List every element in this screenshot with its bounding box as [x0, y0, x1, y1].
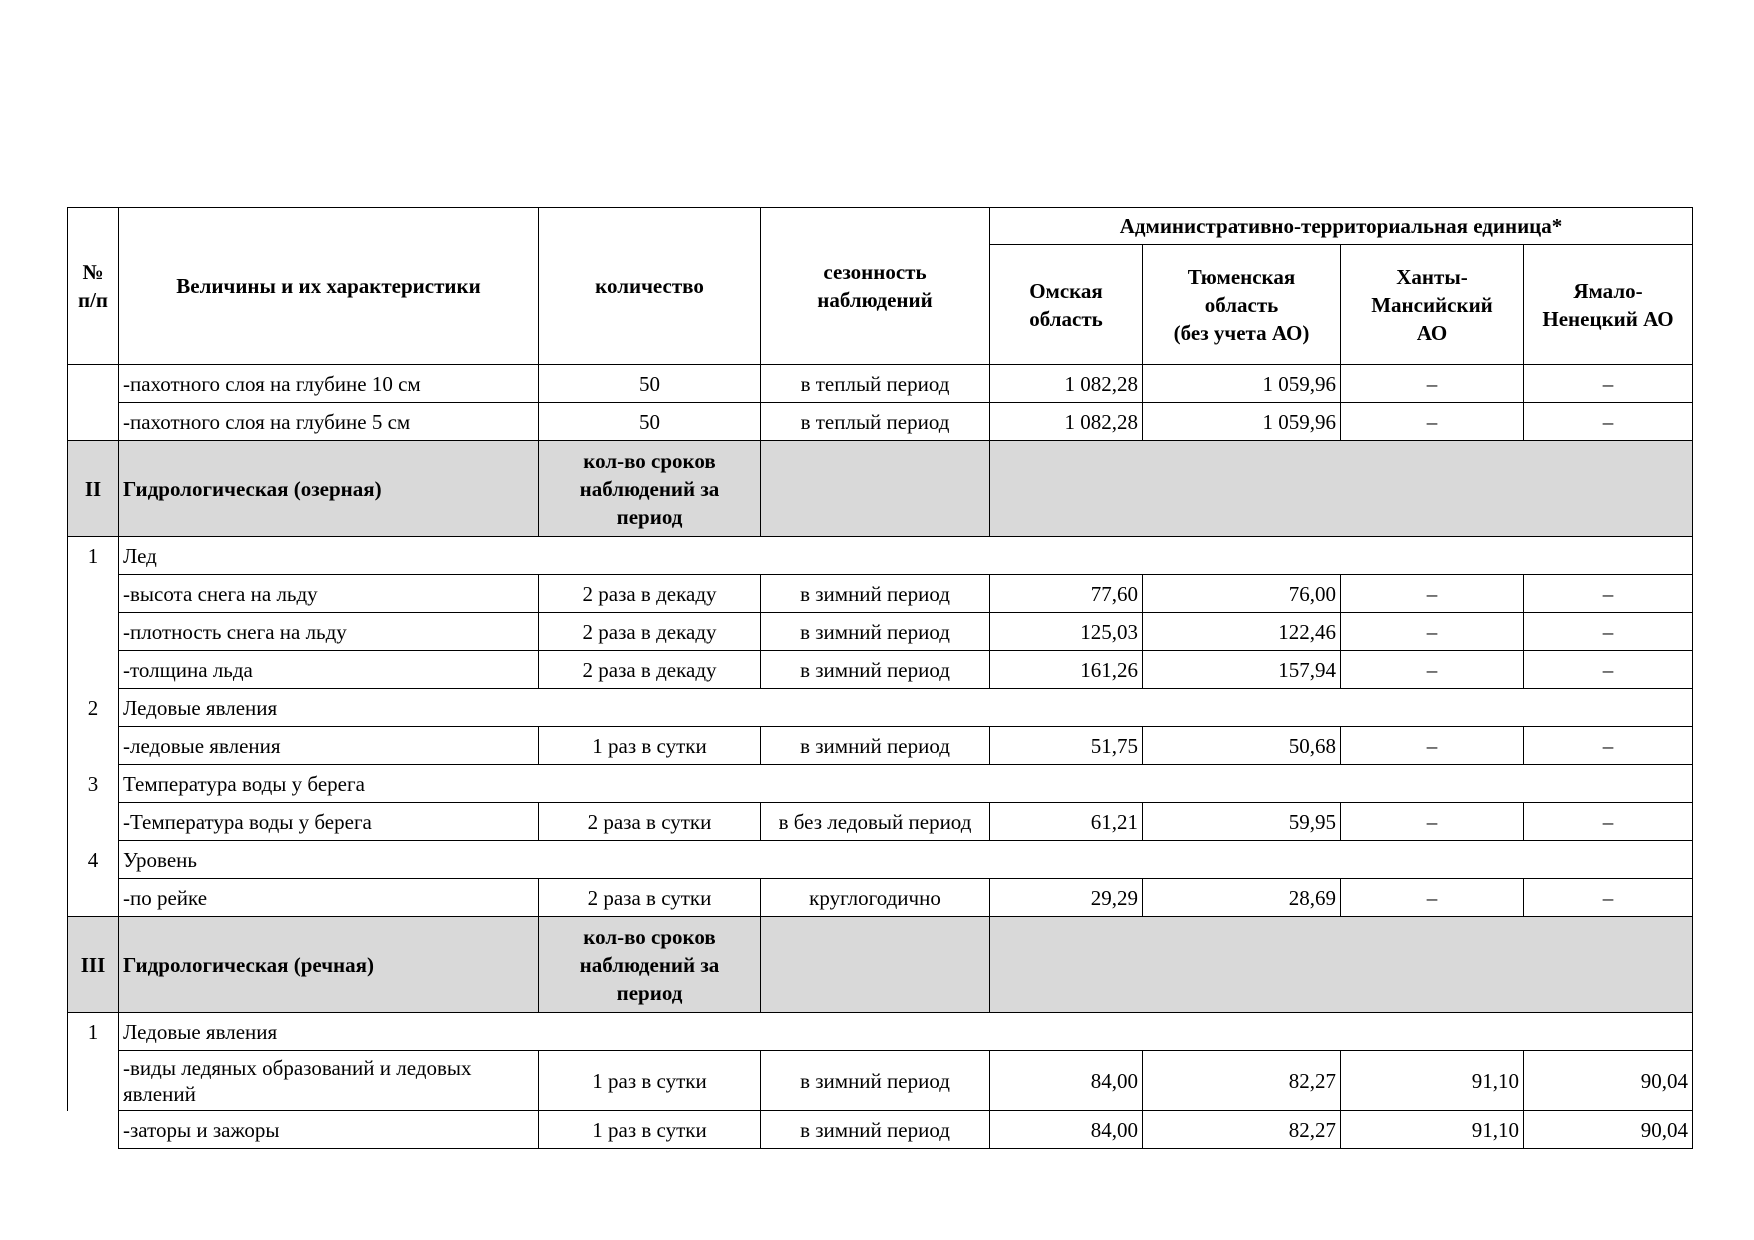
- group-title: Уровень: [119, 841, 1693, 879]
- row-season: в теплый период: [761, 365, 990, 403]
- section-empty-cell: [761, 441, 990, 537]
- value-yanao: 90,04: [1524, 1051, 1693, 1111]
- value-yanao: –: [1524, 575, 1693, 613]
- value-omsk: 84,00: [990, 1111, 1143, 1149]
- header-values: Величины и их характеристики: [119, 208, 539, 365]
- header-region-khmao: Ханты- Мансийский АО: [1341, 245, 1524, 365]
- row-number-cell: [68, 365, 119, 403]
- value-tyumen: 28,69: [1143, 879, 1341, 917]
- row-name: -виды ледяных образований и ледовых явлений: [119, 1051, 539, 1111]
- row-season: в зимний период: [761, 651, 990, 689]
- header-region-omsk: Омская область: [990, 245, 1143, 365]
- row-number-cell: 2: [68, 689, 119, 727]
- value-omsk: 84,00: [990, 1051, 1143, 1111]
- row-quantity: 50: [539, 403, 761, 441]
- row-name: -заторы и зажоры: [119, 1111, 539, 1149]
- section-quantity-label: кол-во сроков наблюдений за период: [539, 917, 761, 1013]
- table-row: [68, 803, 1693, 841]
- row-quantity: 2 раза в декаду: [539, 575, 761, 613]
- section-title: Гидрологическая (озерная): [119, 441, 539, 537]
- header-region-tyumen: Тюменская область (без учета АО): [1143, 245, 1341, 365]
- header-region-yanao: Ямало- Ненецкий АО: [1524, 245, 1693, 365]
- row-number-cell: [68, 403, 119, 441]
- row-number-cell: [68, 727, 119, 765]
- value-yanao: –: [1524, 613, 1693, 651]
- row-quantity: 50: [539, 365, 761, 403]
- row-season: круглогодично: [761, 879, 990, 917]
- row-number-cell: 3: [68, 765, 119, 803]
- row-name: -по рейке: [119, 879, 539, 917]
- row-quantity: 2 раза в декаду: [539, 613, 761, 651]
- value-tyumen: 1 059,96: [1143, 403, 1341, 441]
- group-title: Ледовые явления: [119, 689, 1693, 727]
- value-khmao: –: [1341, 403, 1524, 441]
- value-tyumen: 157,94: [1143, 651, 1341, 689]
- value-tyumen: 76,00: [1143, 575, 1341, 613]
- section-empty-cell: [761, 917, 990, 1013]
- value-khmao: –: [1341, 651, 1524, 689]
- value-omsk: 51,75: [990, 727, 1143, 765]
- table-row: [68, 1051, 1693, 1111]
- row-number-cell: [68, 613, 119, 651]
- value-yanao: –: [1524, 403, 1693, 441]
- value-yanao: –: [1524, 727, 1693, 765]
- value-yanao: –: [1524, 365, 1693, 403]
- group-row: [68, 841, 1693, 879]
- header-quantity: количество: [539, 208, 761, 365]
- value-omsk: 77,60: [990, 575, 1143, 613]
- section-row: [68, 917, 1693, 1013]
- group-title: Температура воды у берега: [119, 765, 1693, 803]
- section-quantity-label: кол-во сроков наблюдений за период: [539, 441, 761, 537]
- row-number-cell: [68, 803, 119, 841]
- value-tyumen: 1 059,96: [1143, 365, 1341, 403]
- value-tyumen: 82,27: [1143, 1111, 1341, 1149]
- row-number-cell: [68, 1111, 119, 1149]
- row-number-cell: 1: [68, 1013, 119, 1051]
- row-name: -ледовые явления: [119, 727, 539, 765]
- row-season: в зимний период: [761, 613, 990, 651]
- row-name: -высота снега на льду: [119, 575, 539, 613]
- value-omsk: 161,26: [990, 651, 1143, 689]
- value-khmao: –: [1341, 613, 1524, 651]
- value-yanao: –: [1524, 879, 1693, 917]
- group-row: [68, 1013, 1693, 1051]
- table-row: [68, 651, 1693, 689]
- group-row: [68, 765, 1693, 803]
- row-season: в без ледовый период: [761, 803, 990, 841]
- value-khmao: –: [1341, 727, 1524, 765]
- value-tyumen: 50,68: [1143, 727, 1341, 765]
- data-table-container: [67, 207, 1693, 1149]
- value-tyumen: 59,95: [1143, 803, 1341, 841]
- row-number-cell: 4: [68, 841, 119, 879]
- row-number-cell: [68, 1051, 119, 1111]
- value-khmao: 91,10: [1341, 1051, 1524, 1111]
- row-name: -Температура воды у берега: [119, 803, 539, 841]
- row-number-cell: [68, 879, 119, 917]
- section-row: [68, 441, 1693, 537]
- section-empty-region-cell: [990, 441, 1693, 537]
- table-row: [68, 575, 1693, 613]
- value-omsk: 125,03: [990, 613, 1143, 651]
- group-title: Ледовые явления: [119, 1013, 1693, 1051]
- row-season: в зимний период: [761, 1111, 990, 1149]
- header-season: сезонность наблюдений: [761, 208, 990, 365]
- row-number-cell: III: [68, 917, 119, 1013]
- value-khmao: –: [1341, 365, 1524, 403]
- row-quantity: 1 раз в сутки: [539, 1111, 761, 1149]
- section-title: Гидрологическая (речная): [119, 917, 539, 1013]
- row-number-cell: [68, 575, 119, 613]
- row-quantity: 2 раза в декаду: [539, 651, 761, 689]
- header-row-1: [68, 208, 1693, 245]
- value-tyumen: 82,27: [1143, 1051, 1341, 1111]
- row-name: -пахотного слоя на глубине 10 см: [119, 365, 539, 403]
- value-yanao: –: [1524, 651, 1693, 689]
- section-empty-region-cell: [990, 917, 1693, 1013]
- table-row: [68, 879, 1693, 917]
- row-name: -плотность снега на льду: [119, 613, 539, 651]
- group-row: [68, 537, 1693, 575]
- table-row: [68, 403, 1693, 441]
- value-yanao: –: [1524, 803, 1693, 841]
- row-quantity: 2 раза в сутки: [539, 879, 761, 917]
- value-omsk: 29,29: [990, 879, 1143, 917]
- table-row: [68, 613, 1693, 651]
- row-name: -толщина льда: [119, 651, 539, 689]
- group-title: Лед: [119, 537, 1693, 575]
- table-row: [68, 365, 1693, 403]
- value-omsk: 1 082,28: [990, 403, 1143, 441]
- header-admin-unit: Административно-территориальная единица*: [990, 208, 1693, 245]
- value-tyumen: 122,46: [1143, 613, 1341, 651]
- value-khmao: 91,10: [1341, 1111, 1524, 1149]
- value-khmao: –: [1341, 803, 1524, 841]
- value-yanao: 90,04: [1524, 1111, 1693, 1149]
- value-omsk: 1 082,28: [990, 365, 1143, 403]
- row-name: -пахотного слоя на глубине 5 см: [119, 403, 539, 441]
- row-season: в зимний период: [761, 727, 990, 765]
- row-quantity: 1 раз в сутки: [539, 1051, 761, 1111]
- row-season: в теплый период: [761, 403, 990, 441]
- value-khmao: –: [1341, 879, 1524, 917]
- row-quantity: 2 раза в сутки: [539, 803, 761, 841]
- value-omsk: 61,21: [990, 803, 1143, 841]
- table-row: [68, 727, 1693, 765]
- row-number-cell: [68, 651, 119, 689]
- row-quantity: 1 раз в сутки: [539, 727, 761, 765]
- row-season: в зимний период: [761, 575, 990, 613]
- table-row: [68, 1111, 1693, 1149]
- group-row: [68, 689, 1693, 727]
- observations-table: [67, 207, 1693, 1149]
- value-khmao: –: [1341, 575, 1524, 613]
- row-number-cell: 1: [68, 537, 119, 575]
- row-number-cell: II: [68, 441, 119, 537]
- header-num: № п/п: [68, 208, 119, 365]
- row-season: в зимний период: [761, 1051, 990, 1111]
